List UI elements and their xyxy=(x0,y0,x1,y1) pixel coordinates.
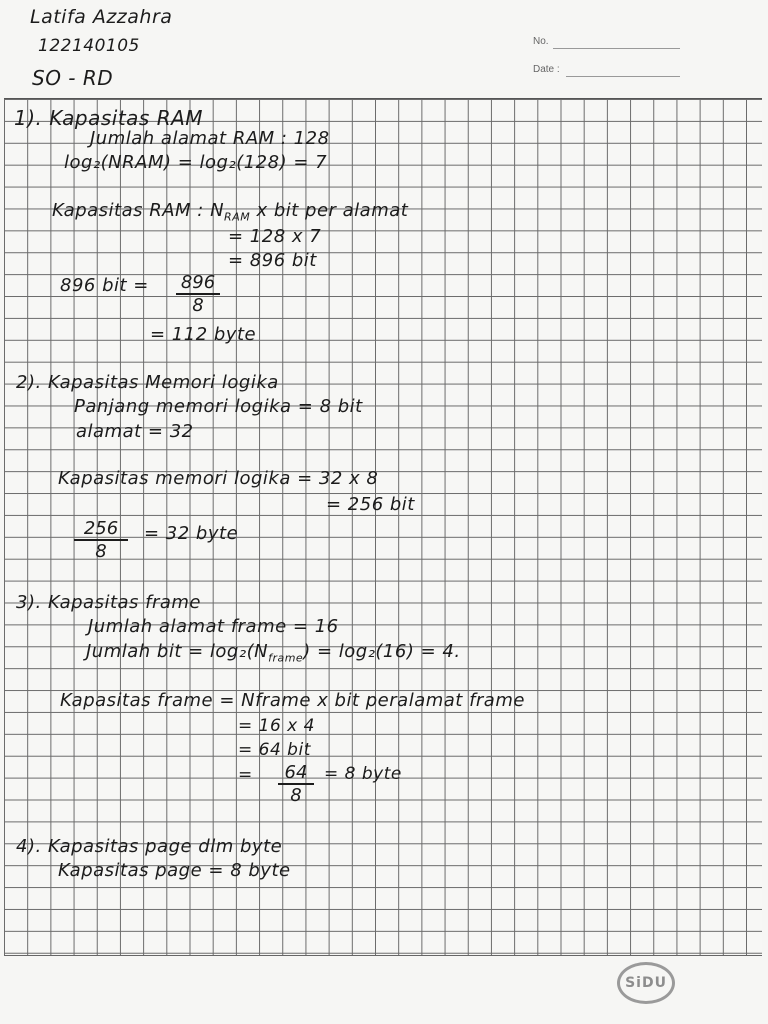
q2-line-4: = 256 bit xyxy=(326,494,415,515)
q2-line-2: alamat = 32 xyxy=(76,421,194,442)
q2-line-3: Kapasitas memori logika = 32 x 8 xyxy=(58,468,379,489)
no-label: No. xyxy=(533,36,549,47)
q3-line-6: = 8 byte xyxy=(324,764,402,784)
q1-line-7: = 112 byte xyxy=(150,324,257,345)
q1-line-4: = 128 x 7 xyxy=(228,226,322,247)
sidu-logo-text: SiDU xyxy=(625,975,667,991)
sidu-logo xyxy=(617,962,675,1004)
q3-fraction xyxy=(278,762,314,806)
q3-line-3: Kapasitas frame = Nframe x bit peralamat frame xyxy=(60,690,525,711)
q2-line-1: Panjang memori logika = 8 bit xyxy=(74,396,363,417)
q3-line-6-equals: = xyxy=(238,765,253,785)
q1-fraction-numerator: 896 xyxy=(176,272,220,295)
q2-title: 2). Kapasitas Memori logika xyxy=(16,372,279,393)
q3-line-4: = 16 x 4 xyxy=(238,716,315,736)
q1-fraction xyxy=(176,272,220,316)
q3-line-1: Jumlah alamat frame = 16 xyxy=(88,616,339,637)
q1-line-5: = 896 bit xyxy=(228,250,317,271)
class-code: SO - RD xyxy=(32,66,114,90)
q3-line-5: = 64 bit xyxy=(238,740,311,760)
q1-line-2: log₂(NRAM) = log₂(128) = 7 xyxy=(64,152,328,173)
q2-fraction-denominator: 8 xyxy=(95,541,107,562)
q3-fraction-numerator: 64 xyxy=(278,762,314,785)
date-label: Date : xyxy=(533,64,560,75)
q1-line-3: Kapasitas RAM : $N_{RAM}$ x bit per alamat xyxy=(52,200,409,224)
q1-line-6: 896 bit = xyxy=(60,275,149,296)
date-line xyxy=(566,76,680,77)
student-nim: 122140105 xyxy=(38,36,140,56)
q2-fraction xyxy=(74,518,128,562)
q3-fraction-denominator: 8 xyxy=(290,785,302,806)
q3-line-2: Jumlah bit = $\log_2(N_{frame}) = \log_2(16) = 4$. xyxy=(86,641,461,665)
q3-title: 3). Kapasitas frame xyxy=(16,592,202,613)
q4-title: 4). Kapasitas page dlm byte xyxy=(16,836,283,857)
q2-line-5: = 32 byte xyxy=(144,523,239,544)
q1-title: 1). Kapasitas RAM xyxy=(14,106,204,130)
q1-line-1: Jumlah alamat RAM : 128 xyxy=(90,128,330,149)
q2-fraction-numerator: 256 xyxy=(74,518,128,541)
no-line xyxy=(553,48,680,49)
q1-fraction-denominator: 8 xyxy=(192,295,204,316)
student-name: Latifa Azzahra xyxy=(30,6,173,28)
q4-line-1: Kapasitas page = 8 byte xyxy=(58,860,291,881)
